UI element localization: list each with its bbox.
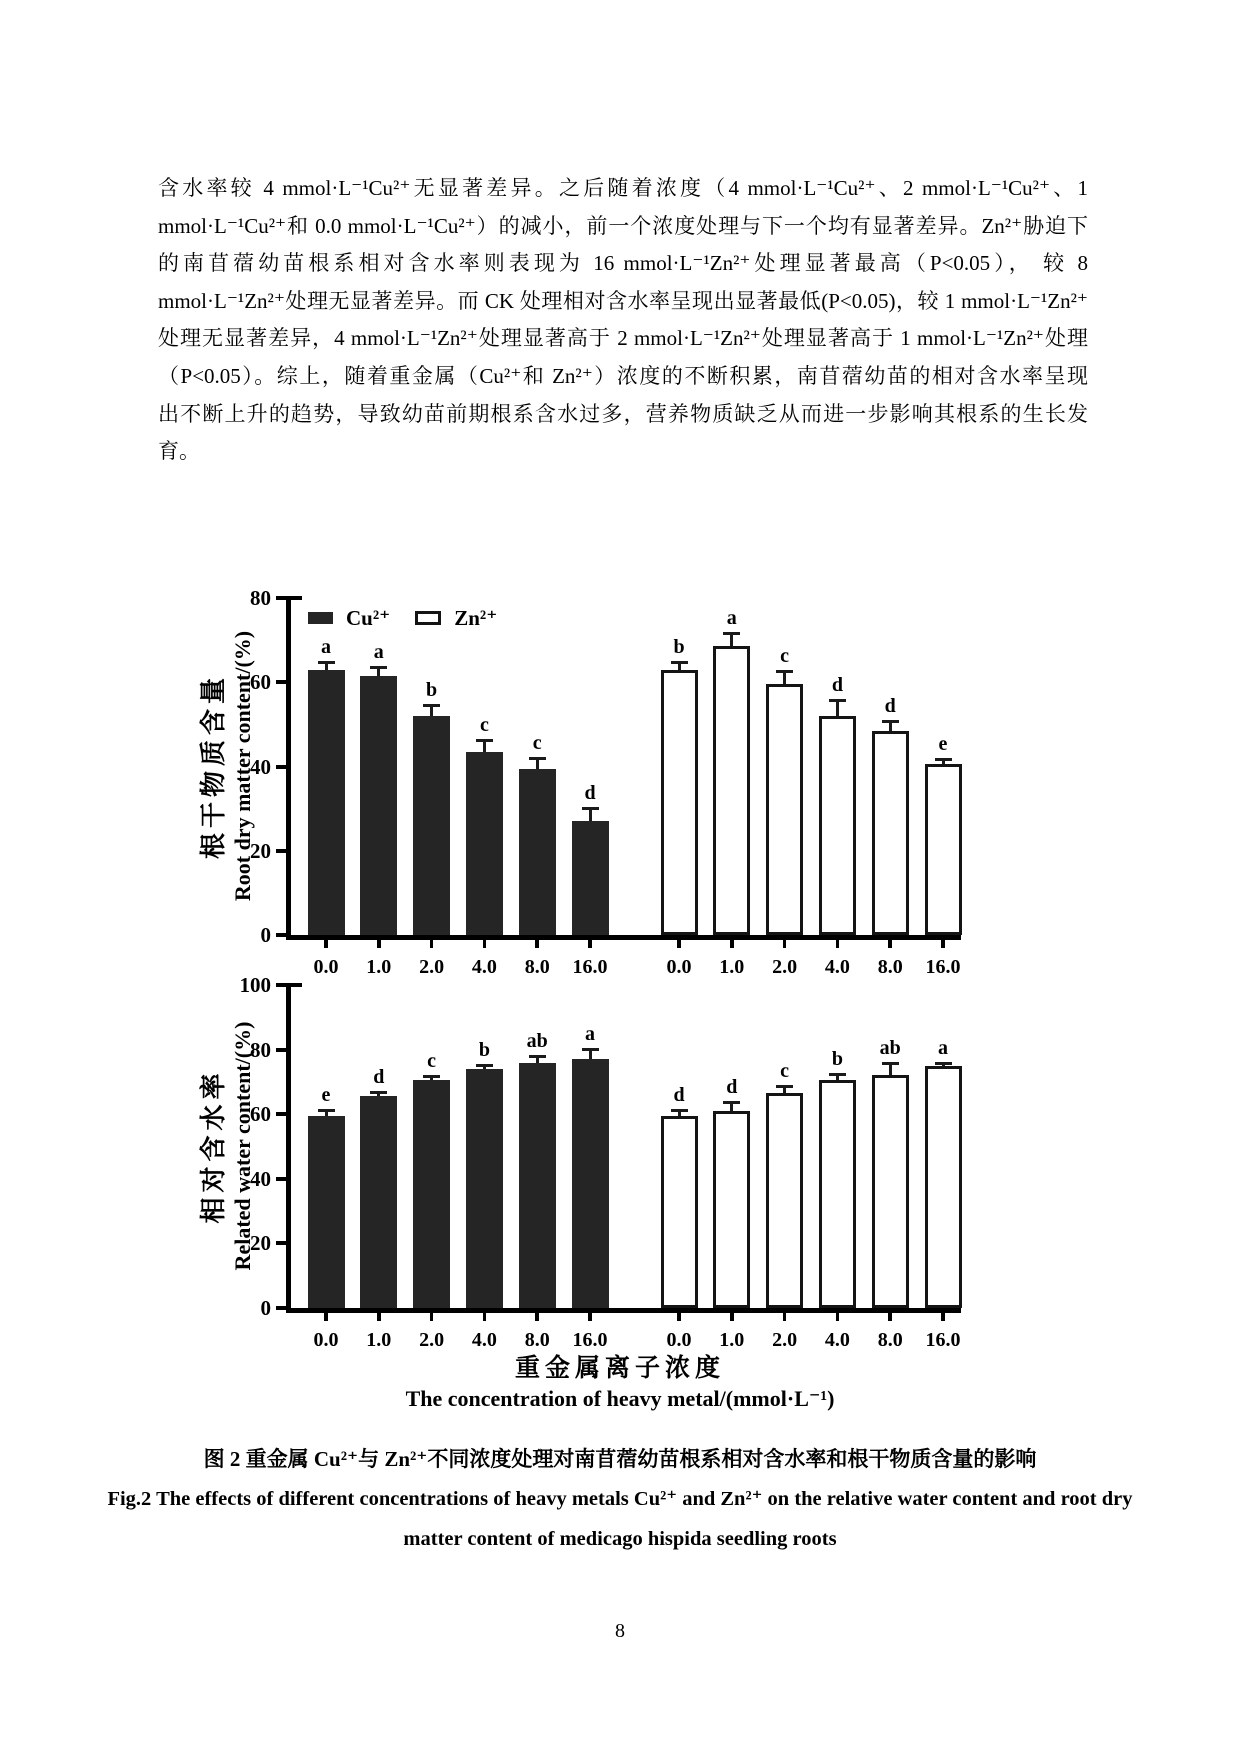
figure-caption-en-line1: Fig.2 The effects of different concentrations of heavy metals Cu²⁺ and Zn²⁺ on the relative water content and root dry bbox=[107, 1488, 1133, 1510]
x-axis-tick-label: 4.0 bbox=[824, 1329, 850, 1351]
error-bar-cap bbox=[529, 1055, 546, 1058]
y-axis-tick-label: 100 bbox=[239, 973, 271, 997]
legend-label: Zn²⁺ bbox=[454, 606, 498, 630]
significance-letter: c bbox=[780, 1059, 790, 1082]
y-axis-line bbox=[286, 985, 291, 1313]
figure-caption-cn: 图 2 重金属 Cu²⁺与 Zn²⁺不同浓度处理对南苜蓿幼苗根系相对含水率和根干物质含量的影响 bbox=[203, 1447, 1037, 1471]
significance-letter: b bbox=[426, 679, 438, 702]
error-bar-cap bbox=[882, 1062, 899, 1065]
error-bar-whisker bbox=[536, 759, 539, 768]
y-axis-tick bbox=[276, 1241, 287, 1245]
bar bbox=[413, 1080, 450, 1308]
significance-letter: b bbox=[831, 1048, 843, 1071]
figure-caption-en-line2: matter content of medicago hispida seedling roots bbox=[403, 1528, 837, 1550]
significance-letter: e bbox=[321, 1083, 331, 1106]
error-bar-cap bbox=[476, 1064, 493, 1067]
legend-swatch-cu bbox=[308, 612, 333, 624]
error-bar-cap bbox=[776, 670, 793, 673]
paragraph-line: mmol·L⁻¹Cu²⁺和 0.0 mmol·L⁻¹Cu²⁺）的减小，前一个浓度处理与下一个均有显著差异。Zn²⁺胁迫下 bbox=[158, 213, 1088, 238]
y-axis-tick bbox=[276, 933, 287, 937]
error-bar-whisker bbox=[783, 672, 786, 685]
x-axis-tick bbox=[836, 940, 840, 948]
x-axis-tick-label: 2.0 bbox=[419, 1329, 445, 1351]
bar bbox=[713, 1111, 750, 1308]
significance-letter: a bbox=[938, 1037, 948, 1060]
x-axis-tick-label: 1.0 bbox=[366, 1329, 392, 1351]
x-axis-tick-label: 1.0 bbox=[366, 956, 392, 978]
x-axis-tick-label: 8.0 bbox=[524, 1329, 550, 1351]
x-axis-tick bbox=[730, 1313, 734, 1321]
paragraph-line: mmol·L⁻¹Zn²⁺处理无显著差异。而 CK 处理相对含水率呈现出显著最低(P<0.05)，较 1 mmol·L⁻¹Zn²⁺ bbox=[158, 288, 1088, 313]
error-bar-cap bbox=[671, 661, 688, 664]
error-bar-cap bbox=[723, 1101, 740, 1104]
y-axis-tick-label: 80 bbox=[250, 586, 271, 610]
y-axis-top-cap bbox=[286, 983, 302, 987]
x-axis-tick bbox=[324, 940, 328, 948]
error-bar-cap bbox=[882, 720, 899, 723]
x-axis-tick bbox=[377, 940, 381, 948]
paragraph-line: 的南苜蓿幼苗根系相对含水率则表现为 16 mmol·L⁻¹Zn²⁺处理显著最高（P<0.05）， 较 8 bbox=[158, 251, 1088, 276]
error-bar-cap bbox=[671, 1109, 688, 1112]
x-axis-tick bbox=[430, 1313, 434, 1321]
error-bar-whisker bbox=[730, 1103, 733, 1111]
bar bbox=[308, 670, 345, 935]
x-axis-line bbox=[286, 935, 961, 940]
error-bar-whisker bbox=[483, 741, 486, 752]
legend-label: Cu²⁺ bbox=[346, 606, 391, 630]
bar bbox=[872, 1075, 909, 1308]
error-bar-whisker bbox=[889, 722, 892, 730]
body-paragraph bbox=[158, 170, 1088, 471]
bar bbox=[661, 670, 698, 935]
y-axis-tick-label: 60 bbox=[250, 670, 271, 695]
y-axis-tick bbox=[276, 983, 287, 987]
x-axis-tick bbox=[483, 940, 487, 948]
x-axis-tick-label: 1.0 bbox=[719, 956, 745, 978]
y-axis-tick bbox=[276, 849, 287, 853]
x-axis-line bbox=[286, 1308, 961, 1313]
error-bar-cap bbox=[582, 807, 599, 810]
bar bbox=[413, 716, 450, 935]
error-bar-whisker bbox=[589, 1050, 592, 1060]
error-bar-cap bbox=[529, 757, 546, 760]
bar bbox=[925, 764, 962, 935]
y-axis-tick bbox=[276, 1306, 287, 1310]
error-bar-cap bbox=[776, 1085, 793, 1088]
significance-letter: e bbox=[938, 733, 948, 756]
x-axis-tick-label: 8.0 bbox=[877, 956, 903, 978]
significance-letter: d bbox=[373, 1066, 385, 1089]
error-bar-cap bbox=[370, 666, 387, 669]
paragraph-line: 育。 bbox=[158, 439, 200, 464]
y-axis-tick bbox=[276, 596, 287, 600]
x-axis-tick bbox=[377, 1313, 381, 1321]
paragraph-line: 出不断上升的趋势，导致幼苗前期根系含水过多，营养物质缺乏从而进一步影响其根系的生长发 bbox=[158, 401, 1088, 426]
significance-letter: d bbox=[673, 1083, 685, 1106]
x-axis-title-en: The concentration of heavy metal/(mmol·L⁻¹) bbox=[405, 1386, 835, 1411]
x-axis-tick bbox=[783, 940, 787, 948]
bar bbox=[572, 1059, 609, 1308]
x-axis-tick-label: 2.0 bbox=[772, 956, 798, 978]
bar bbox=[360, 1096, 397, 1308]
x-axis-tick bbox=[430, 940, 434, 948]
x-axis-tick-label: 4.0 bbox=[471, 1329, 497, 1351]
y-axis-tick bbox=[276, 680, 287, 684]
significance-letter: d bbox=[584, 781, 596, 804]
y-axis-title-en: Related water content/(%) bbox=[230, 1021, 255, 1271]
y-axis-line bbox=[286, 598, 291, 940]
y-axis-title-en: Root dry matter content/(%) bbox=[230, 630, 255, 902]
y-axis-tick-label: 0 bbox=[260, 1296, 271, 1320]
bar bbox=[466, 1069, 503, 1308]
bar bbox=[466, 752, 503, 935]
x-axis-tick bbox=[677, 940, 681, 948]
significance-letter: c bbox=[427, 1050, 437, 1073]
x-axis-tick bbox=[888, 940, 892, 948]
error-bar-cap bbox=[423, 704, 440, 707]
error-bar-whisker bbox=[730, 634, 733, 647]
chart-legend bbox=[308, 605, 509, 631]
x-axis-tick-label: 0.0 bbox=[313, 956, 339, 978]
error-bar-whisker bbox=[889, 1064, 892, 1075]
error-bar-cap bbox=[723, 632, 740, 635]
y-axis-tick-label: 80 bbox=[250, 1037, 271, 1062]
significance-letter: ab bbox=[526, 1029, 548, 1052]
x-axis-tick-label: 16.0 bbox=[572, 956, 608, 978]
x-axis-tick-label: 16.0 bbox=[925, 956, 961, 978]
error-bar-whisker bbox=[589, 809, 592, 822]
error-bar-cap bbox=[935, 758, 952, 761]
bar bbox=[572, 821, 609, 935]
y-axis-tick-label: 60 bbox=[250, 1102, 271, 1127]
x-axis-tick-label: 16.0 bbox=[925, 1329, 961, 1351]
error-bar-cap bbox=[935, 1062, 952, 1065]
x-axis-tick-label: 8.0 bbox=[877, 1329, 903, 1351]
significance-letter: c bbox=[780, 644, 790, 667]
error-bar-whisker bbox=[377, 668, 380, 676]
error-bar-cap bbox=[318, 661, 335, 664]
x-axis-tick-label: 2.0 bbox=[419, 956, 445, 978]
x-axis-tick bbox=[941, 940, 945, 948]
bar bbox=[819, 1080, 856, 1308]
x-axis-tick bbox=[588, 1313, 592, 1321]
bar bbox=[925, 1066, 962, 1308]
x-axis-tick bbox=[483, 1313, 487, 1321]
x-axis-tick bbox=[941, 1313, 945, 1321]
significance-letter: b bbox=[673, 636, 685, 659]
bar bbox=[872, 731, 909, 935]
error-bar-cap bbox=[476, 739, 493, 742]
significance-letter: a bbox=[585, 1022, 595, 1045]
significance-letter: b bbox=[478, 1038, 490, 1061]
significance-letter: ab bbox=[879, 1037, 901, 1060]
error-bar-cap bbox=[829, 1073, 846, 1076]
y-axis-tick bbox=[276, 1048, 287, 1052]
bar bbox=[766, 684, 803, 935]
significance-letter: a bbox=[373, 641, 384, 664]
paragraph-line: （P<0.05）。综上，随着重金属（Cu²⁺和 Zn²⁺）浓度的不断积累，南苜蓿幼苗的相对含水率呈现 bbox=[158, 363, 1088, 388]
x-axis-tick-label: 4.0 bbox=[471, 956, 497, 978]
x-axis-tick-label: 0.0 bbox=[666, 956, 692, 978]
y-axis-title-cn: 相对含水率 bbox=[199, 1068, 228, 1224]
x-axis-tick bbox=[677, 1313, 681, 1321]
bar bbox=[519, 769, 556, 935]
x-axis-tick-label: 1.0 bbox=[719, 1329, 745, 1351]
bar bbox=[713, 646, 750, 935]
x-axis-tick bbox=[588, 940, 592, 948]
chart-root-dry-matter bbox=[250, 586, 961, 978]
error-bar-whisker bbox=[430, 706, 433, 716]
error-bar-cap bbox=[423, 1075, 440, 1078]
bar bbox=[360, 676, 397, 935]
x-axis-tick-label: 0.0 bbox=[313, 1329, 339, 1351]
y-axis-tick-label: 40 bbox=[250, 1166, 271, 1191]
x-axis-tick-label: 8.0 bbox=[524, 956, 550, 978]
x-axis-tick-label: 4.0 bbox=[824, 956, 850, 978]
x-axis-tick bbox=[836, 1313, 840, 1321]
y-axis-tick-label: 40 bbox=[250, 754, 271, 779]
error-bar-cap bbox=[582, 1048, 599, 1051]
bar bbox=[819, 716, 856, 935]
y-axis-tick bbox=[276, 765, 287, 769]
legend-swatch-zn bbox=[415, 611, 441, 625]
significance-letter: c bbox=[532, 732, 542, 755]
y-axis-tick bbox=[276, 1177, 287, 1181]
significance-letter: d bbox=[831, 674, 843, 697]
y-axis-title-cn: 根干物质含量 bbox=[199, 673, 228, 860]
x-axis-tick-label: 0.0 bbox=[666, 1329, 692, 1351]
y-axis-tick-label: 20 bbox=[250, 1231, 271, 1256]
x-axis-tick-label: 16.0 bbox=[572, 1329, 608, 1351]
paragraph-line: 含水率较 4 mmol·L⁻¹Cu²⁺无显著差异。之后随着浓度（4 mmol·L⁻¹Cu²⁺、2 mmol·L⁻¹Cu²⁺、1 bbox=[158, 176, 1088, 200]
x-axis-tick bbox=[783, 1313, 787, 1321]
x-axis-tick bbox=[324, 1313, 328, 1321]
bar bbox=[308, 1116, 345, 1308]
page-number: 8 bbox=[615, 1620, 625, 1642]
x-axis-title-cn: 重金属离子浓度 bbox=[514, 1355, 725, 1382]
y-axis-tick-label: 20 bbox=[250, 838, 271, 863]
x-axis-tick bbox=[535, 940, 539, 948]
error-bar-cap bbox=[829, 699, 846, 702]
bar bbox=[519, 1063, 556, 1308]
x-axis-tick bbox=[535, 1313, 539, 1321]
paragraph-line: 处理无显著差异，4 mmol·L⁻¹Zn²⁺处理显著高于 2 mmol·L⁻¹Zn²⁺处理显著高于 1 mmol·L⁻¹Zn²⁺处理 bbox=[158, 326, 1088, 351]
significance-letter: a bbox=[726, 606, 737, 629]
significance-letter: c bbox=[479, 714, 489, 737]
error-bar-cap bbox=[370, 1091, 387, 1094]
x-axis-tick bbox=[888, 1313, 892, 1321]
y-axis-tick bbox=[276, 1112, 287, 1116]
significance-letter: d bbox=[884, 695, 896, 718]
plot-area bbox=[250, 586, 961, 978]
bar bbox=[766, 1093, 803, 1308]
error-bar-whisker bbox=[836, 701, 839, 716]
x-axis-tick bbox=[730, 940, 734, 948]
y-axis-tick-label: 0 bbox=[260, 923, 271, 947]
y-axis-top-cap bbox=[286, 596, 302, 600]
x-axis-tick-label: 2.0 bbox=[772, 1329, 798, 1351]
significance-letter: a bbox=[321, 636, 331, 659]
error-bar-cap bbox=[318, 1109, 335, 1112]
significance-letter: d bbox=[726, 1075, 738, 1098]
bar bbox=[661, 1116, 698, 1308]
